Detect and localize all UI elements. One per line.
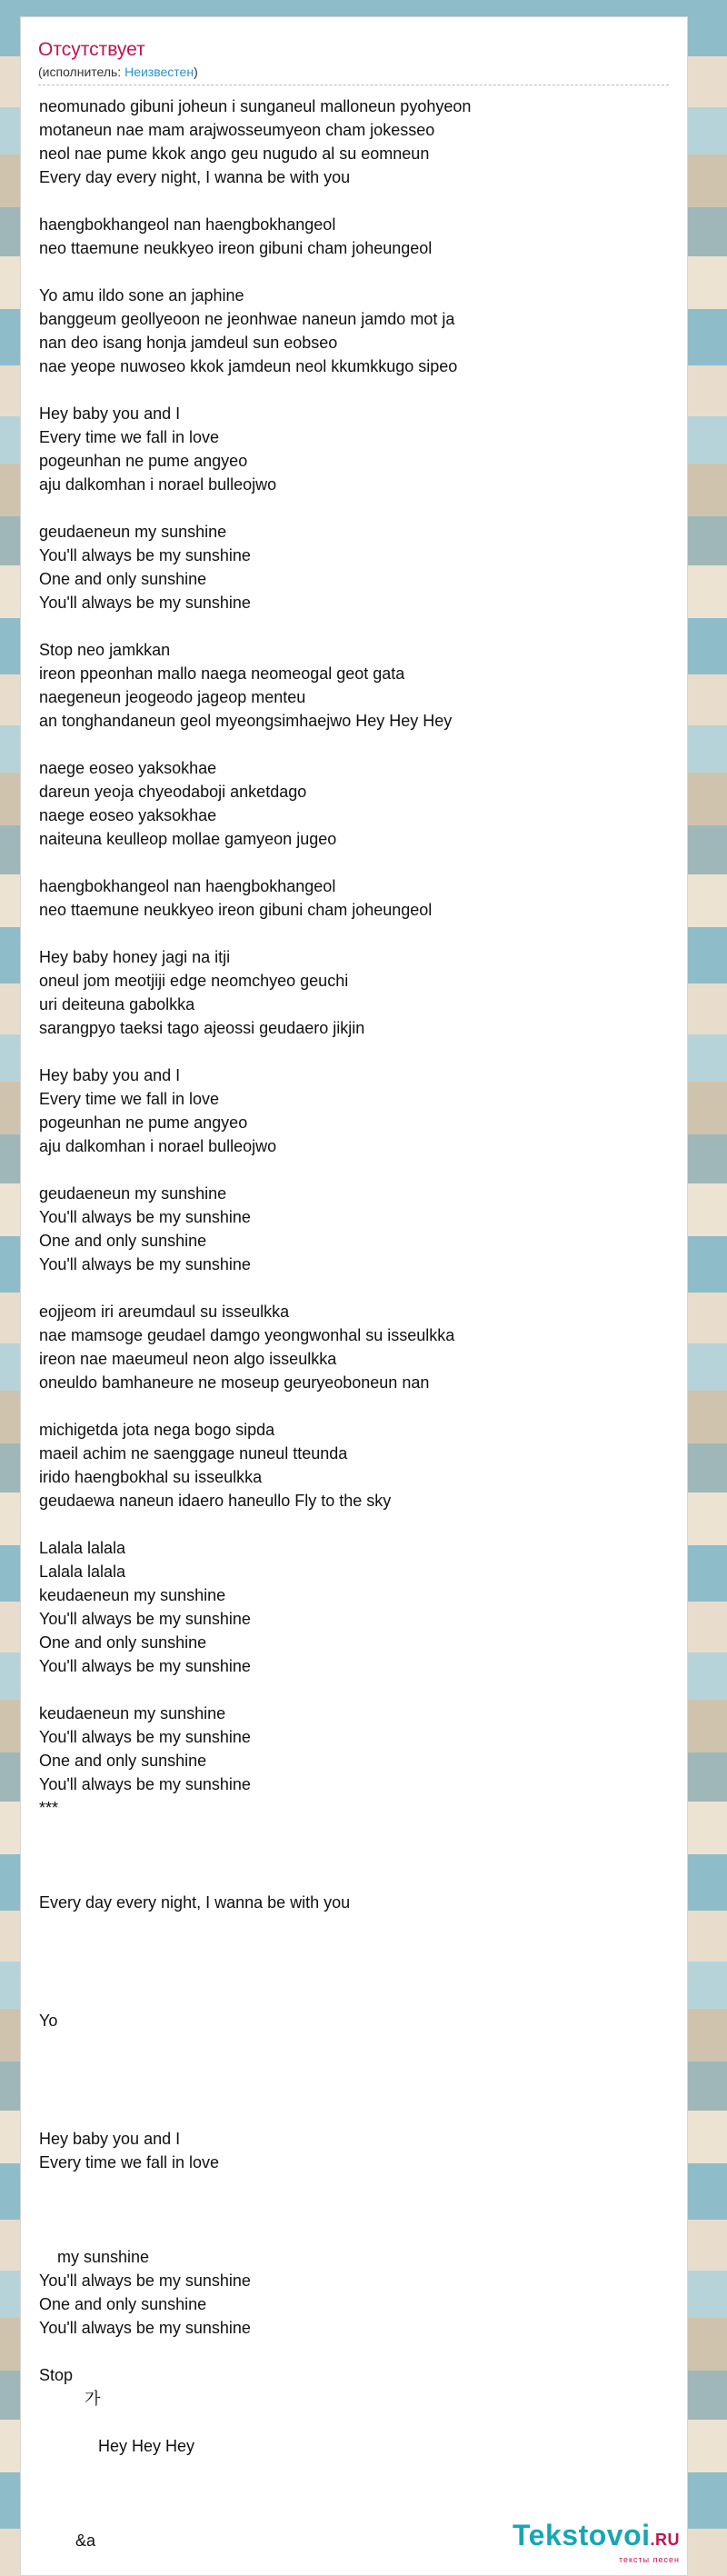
artist-suffix: ): [194, 65, 198, 79]
lyric-line: nan deo isang honja jamdeul sun eobseo: [39, 334, 338, 352]
lyric-line: One and only sunshine: [39, 1752, 207, 1770]
song-header: [38, 39, 669, 85]
lyric-line: One and only sunshine: [39, 2295, 207, 2313]
lyric-line: Every time we fall in love: [39, 1090, 220, 1108]
lyrics-text: [39, 95, 675, 2552]
lyric-line: You'll always be my sunshine: [39, 2271, 251, 2290]
lyric-line: keudaeneun my sunshine: [39, 1586, 226, 1604]
lyric-line: dareun yeoja chyeodaboji anketdago: [39, 783, 307, 801]
artist-line: [38, 64, 669, 80]
lyric-line: [39, 1513, 675, 1536]
lyric-line: You'll always be my sunshine: [39, 1255, 251, 1273]
lyric-line: oneuldo bamhaneure ne moseup geuryeoboneun nan: [39, 1373, 430, 1392]
lyric-line: You'll always be my sunshine: [39, 546, 251, 564]
logo-wordmark: [513, 2520, 680, 2555]
lyric-line: You'll always be my sunshine: [39, 1775, 251, 1793]
lyric-line: Every time we fall in love: [39, 2153, 220, 2172]
lyric-line: Yo: [39, 2012, 58, 2030]
lyric-line: [39, 733, 675, 756]
lyric-line: ***: [39, 1799, 59, 1817]
lyric-line: neomunado gibuni joheun i sunganeul malloneun pyohyeon: [39, 97, 472, 115]
lyric-line: [39, 614, 675, 638]
lyric-line: geudaeneun my sunshine: [39, 523, 227, 541]
lyric-line: [39, 2411, 675, 2434]
lyric-line: You'll always be my sunshine: [39, 1610, 251, 1628]
lyric-line: my sunshine: [39, 2248, 150, 2266]
lyric-line: nae yeope nuwoseo kkok jamdeun neol kkumkkugo sipeo: [39, 357, 458, 375]
lyric-line: geudaeneun my sunshine: [39, 1184, 227, 1203]
lyric-line: haengbokhangeol nan haengbokhangeol: [39, 877, 336, 895]
lyric-line: neol nae pume kkok ango geu nugudo al su eomneun: [39, 145, 430, 163]
lyric-line: Hey baby you and I: [39, 404, 181, 423]
lyric-line: keudaeneun my sunshine: [39, 1704, 226, 1722]
lyric-line: Hey baby you and I: [39, 1066, 181, 1084]
lyric-line: naegeneun jeogeodo jageop menteu: [39, 688, 306, 706]
lyric-line: Lalala lalala: [39, 1563, 126, 1581]
lyric-line: [39, 1843, 675, 1867]
lyric-line: [39, 2340, 675, 2363]
lyric-line: [39, 2198, 675, 2222]
lyric-line: [39, 2222, 675, 2245]
lyric-line: neo ttaemune neukkyeo ireon gibuni cham joheungeol: [39, 901, 433, 919]
logo-suffix: .RU: [650, 2531, 680, 2549]
lyric-line: naiteuna keulleop mollae gamyeon jugeo: [39, 830, 337, 848]
lyric-line: oneul jom meotjiji edge neomchyeo geuchi: [39, 972, 349, 990]
lyric-line: [39, 2103, 675, 2127]
lyric-line: banggeum geollyeoon ne jeonhwae naneun jamdo mot ja: [39, 310, 455, 328]
lyric-line: [39, 2056, 675, 2080]
lyric-line: sarangpyo taeksi tago ajeossi geudaero jikjin: [39, 1019, 365, 1037]
lyric-line: You'll always be my sunshine: [39, 1208, 251, 1226]
lyric-line: Every day every night, I wanna be with you: [39, 168, 351, 186]
lyric-line: pogeunhan ne pume angyeo: [39, 452, 248, 470]
lyric-line: [39, 260, 675, 284]
lyric-line: ireon nae maeumeul neon algo isseulkka: [39, 1350, 337, 1368]
lyric-line: motaneun nae mam arajwosseumyeon cham jokesseo: [39, 121, 435, 139]
lyric-line: Every day every night, I wanna be with you: [39, 1893, 351, 1912]
lyric-line: &a: [39, 2531, 96, 2550]
lyric-line: [39, 1867, 675, 1891]
lyric-line: 가: [39, 2390, 101, 2408]
lyric-line: [39, 496, 675, 520]
lyric-line: [39, 1394, 675, 1418]
lyric-line: [39, 851, 675, 874]
lyric-line: [39, 2032, 675, 2056]
lyric-line: [39, 1938, 675, 1962]
lyric-line: [39, 1962, 675, 1985]
lyric-line: [39, 1158, 675, 1182]
lyric-line: Hey baby you and I: [39, 2130, 181, 2148]
logo-name: Tekstovoi: [513, 2519, 651, 2551]
lyrics-page: [20, 16, 688, 2576]
lyric-line: nae mamsoge geudael damgo yeongwonhal su isseulkka: [39, 1326, 455, 1344]
lyric-line: You'll always be my sunshine: [39, 594, 251, 612]
song-title: Отсутствует: [38, 39, 145, 60]
lyric-line: neo ttaemune neukkyeo ireon gibuni cham joheungeol: [39, 239, 433, 257]
lyric-line: [39, 1914, 675, 1938]
lyric-line: uri deiteuna gabolkka: [39, 995, 195, 1013]
site-logo[interactable]: [513, 2520, 680, 2564]
lyric-line: [39, 2174, 675, 2198]
lyric-line: naege eoseo yaksokhae: [39, 759, 217, 777]
lyric-line: [39, 378, 675, 402]
lyric-line: Yo amu ildo sone an japhine: [39, 286, 244, 305]
lyric-line: [39, 1276, 675, 1300]
artist-link[interactable]: Неизвестен: [124, 65, 194, 79]
lyric-line: haengbokhangeol nan haengbokhangeol: [39, 215, 336, 234]
lyric-line: aju dalkomhan i norael bulleojwo: [39, 475, 277, 494]
lyric-line: eojjeom iri areumdaul su isseulkka: [39, 1303, 290, 1321]
lyric-line: Stop: [39, 2366, 74, 2384]
lyric-line: You'll always be my sunshine: [39, 1728, 251, 1746]
lyric-line: Lalala lalala: [39, 1539, 126, 1557]
lyric-line: [39, 922, 675, 945]
lyric-line: [39, 1678, 675, 1702]
lyric-line: You'll always be my sunshine: [39, 2319, 251, 2337]
lyric-line: ireon ppeonhan mallo naega neomeogal geot gata: [39, 664, 405, 683]
lyric-line: [39, 1820, 675, 1843]
lyric-line: [39, 2458, 675, 2481]
lyric-line: One and only sunshine: [39, 1633, 207, 1652]
lyric-line: irido haengbokhal su isseulkka: [39, 1468, 263, 1486]
lyric-line: maeil achim ne saenggage nuneul tteunda: [39, 1444, 348, 1463]
lyric-line: michigetda jota nega bogo sipda: [39, 1421, 275, 1439]
lyric-line: aju dalkomhan i norael bulleojwo: [39, 1137, 277, 1155]
lyric-line: geudaewa naneun idaero haneullo Fly to the sky: [39, 1492, 392, 1510]
lyric-line: [39, 1040, 675, 1063]
logo-tagline: тексты песен: [618, 2555, 680, 2564]
lyric-line: an tonghandaneun geol myeongsimhaejwo Hey Hey Hey: [39, 712, 453, 730]
lyric-line: [39, 2481, 675, 2505]
lyric-line: [39, 1985, 675, 2009]
lyric-line: Hey Hey Hey: [39, 2437, 195, 2455]
artist-prefix: (исполнитель:: [38, 65, 125, 79]
lyric-line: Stop neo jamkkan: [39, 641, 171, 659]
lyric-line: pogeunhan ne pume angyeo: [39, 1113, 248, 1132]
lyric-line: Every time we fall in love: [39, 428, 220, 446]
lyric-line: naege eoseo yaksokhae: [39, 806, 217, 824]
lyric-line: One and only sunshine: [39, 570, 207, 588]
lyric-line: You'll always be my sunshine: [39, 1657, 251, 1675]
lyric-line: [39, 2080, 675, 2103]
lyric-line: [39, 189, 675, 213]
lyric-line: One and only sunshine: [39, 1232, 207, 1250]
lyric-line: Hey baby honey jagi na itji: [39, 948, 231, 966]
